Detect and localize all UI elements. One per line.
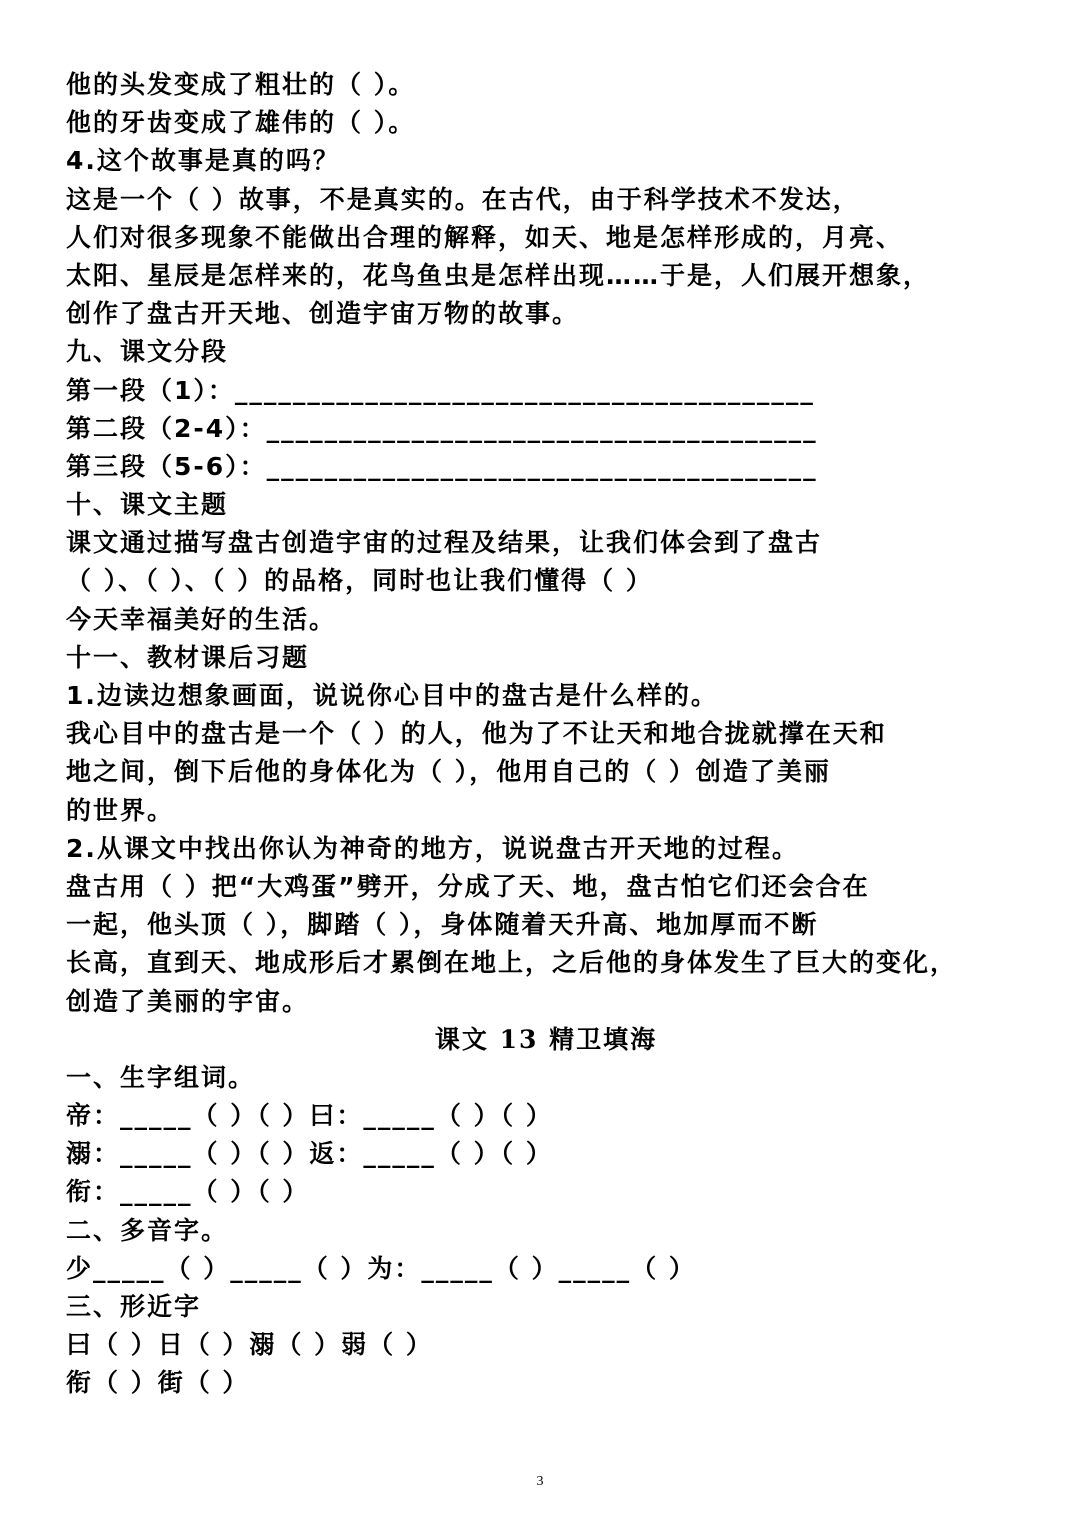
theme-line-1: 课文通过描写盘古创造宇宙的过程及结果，让我们体会到了盘古 <box>66 528 823 558</box>
exercise-2-answer-line-4: 创造了美丽的宇宙。 <box>66 986 310 1016</box>
answer-4-line-4: 创作了盘古开天地、创造宇宙万物的故事。 <box>66 299 580 329</box>
exercise-1-question: 1.边读边想象画面，说说你心目中的盘古是什么样的。 <box>66 681 718 710</box>
section-9-heading: 九、课文分段 <box>66 337 229 367</box>
line-hair: 他的头发变成了粗壮的（ ）。 <box>66 70 416 99</box>
exercise-1-answer-line-2: 地之间，倒下后他的身体化为（ ），他用自己的（ ）创造了美丽 <box>66 757 831 787</box>
similar-chars-heading: 三、形近字 <box>66 1292 202 1321</box>
exercise-2-answer-line-1: 盘古用（ ）把“大鸡蛋”劈开，分成了天、地，盘古怕它们还会合在 <box>66 871 870 901</box>
exercise-1-answer-line-1: 我心目中的盘古是一个（ ）的人，他为了不让天和地合拢就撑在天和 <box>66 719 887 749</box>
answer-4-line-3: 太阳、星辰是怎样来的，花鸟鱼虫是怎样出现……于是，人们展开想象， <box>66 260 931 290</box>
vocab-row-1: 帝：_____（ ）（ ）曰：_____（ ）（ ） <box>66 1101 553 1131</box>
worksheet-content <box>66 66 1026 1403</box>
lesson-13-title: 课文 13 精卫填海 <box>434 1024 658 1054</box>
vocab-row-3: 衔：_____（ ）（ ） <box>66 1177 310 1207</box>
answer-4-line-1: 这是一个（ ）故事，不是真实的。在古代，由于科学技术不发达， <box>66 184 860 214</box>
segment-3: 第三段（5-6）：______________________________________ <box>66 451 818 481</box>
line-teeth: 他的牙齿变成了雄伟的（ ）。 <box>66 108 416 138</box>
page-number: 3 <box>536 1474 544 1489</box>
vocab-row-2: 溺：_____（ ）（ ）返：_____（ ）（ ） <box>66 1139 553 1169</box>
segment-1: 第一段（1）：________________________________________ <box>66 375 815 405</box>
similar-chars-row-2: 衔（ ）街（ ） <box>66 1368 250 1398</box>
exercise-1-answer-line-3: 的世界。 <box>66 795 175 825</box>
exercise-2-answer-line-2: 一起，他头顶（ ），脚踏（ ），身体随着天升高、地加厚而不断 <box>66 910 819 940</box>
exercise-2-question: 2.从课文中找出你认为神奇的地方，说说盘古开天地的过程。 <box>66 833 799 863</box>
question-4: 4.这个故事是真的吗？ <box>66 146 340 176</box>
similar-chars-row-1: 曰（ ）日（ ）溺（ ）弱（ ） <box>66 1330 433 1360</box>
theme-line-2: （ ）、（ ）、（ ）的品格，同时也让我们懂得（ ） <box>66 566 653 596</box>
answer-4-line-2: 人们对很多现象不能做出合理的解释，如天、地是怎样形成的，月亮、 <box>66 222 904 252</box>
section-10-heading: 十、课文主题 <box>66 490 229 520</box>
polyphone-row: 少_____（ ）_____（ ）为：_____（ ）_____（ ） <box>66 1253 696 1283</box>
exercise-2-answer-line-3: 长高，直到天、地成形后才累倒在地上，之后他的身体发生了巨大的变化， <box>66 948 958 978</box>
section-11-heading: 十一、教材课后习题 <box>66 642 310 672</box>
polyphone-heading: 二、多音字。 <box>66 1215 229 1245</box>
theme-line-3: 今天幸福美好的生活。 <box>66 604 337 634</box>
segment-2: 第二段（2-4）：______________________________________ <box>66 413 818 443</box>
vocab-heading: 一、生字组词。 <box>66 1062 256 1092</box>
